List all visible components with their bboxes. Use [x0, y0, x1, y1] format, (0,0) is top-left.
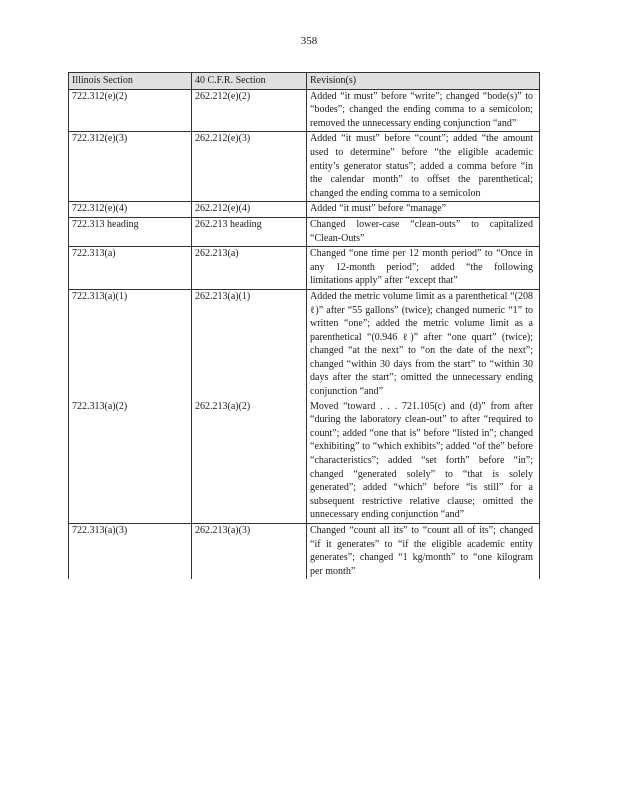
illinois-section-cell: 722.313(a)(1) — [69, 289, 192, 399]
revision-cell: Changed lower-case “clean-outs” to capitalized “Clean-Outs” — [307, 217, 540, 246]
table-row — [69, 524, 540, 580]
revision-cell: Added the metric volume limit as a parenthetical “(208 ℓ)” after “55 gallons” (twice); changed numeric “1” to written “one”; added the metric volume limit as a parenthetical “(0.946 ℓ)” after “one quart” (twice); changed “at the next” to “on the date of the next”; changed “within 30 days from the start” to “within 30 days after the start”; omitted the unnecessary ending conjunction “and” — [307, 289, 540, 399]
illinois-section-cell: 722.312(e)(3) — [69, 132, 192, 202]
table-row — [69, 217, 540, 246]
revision-cell: Moved “toward . . . 721.105(c) and (d)” from after “during the laboratory clean-out” to after “required to count”; added “one that is” before “listed in”; changed “exhibiting” to “which exhibits”; added “of the” before “characteristics”; added “set forth” before “in”; changed “generated solely” to “that is solely generated”; added “which” before “is still” for a subsequent restrictive relative clause; omitted the unnecessary ending conjunction “and” — [307, 400, 540, 524]
table-row — [69, 400, 540, 524]
revision-cell: Added “it must” before “manage” — [307, 202, 540, 218]
illinois-section-cell: 722.313(a) — [69, 247, 192, 290]
cfr-section-cell: 262.213 heading — [192, 217, 307, 246]
illinois-section-cell: 722.312(e)(4) — [69, 202, 192, 218]
header-revisions: Revision(s) — [307, 73, 540, 90]
cfr-section-cell: 262.213(a) — [192, 247, 307, 290]
table-row — [69, 247, 540, 290]
table-row — [69, 89, 540, 132]
revisions-table — [68, 72, 540, 579]
cfr-section-cell: 262.212(e)(4) — [192, 202, 307, 218]
revision-cell: Changed “count all its” to “count all of its”; changed “if it generates” to “if the eligible academic entity generates”; changed “1 kg/month” to “one kilogram per month” — [307, 524, 540, 580]
cfr-section-cell: 262.212(e)(3) — [192, 132, 307, 202]
table-row — [69, 202, 540, 218]
table-row — [69, 132, 540, 202]
table-header-row — [69, 73, 540, 90]
cfr-section-cell: 262.213(a)(3) — [192, 524, 307, 580]
cfr-section-cell: 262.213(a)(2) — [192, 400, 307, 524]
table-row — [69, 289, 540, 399]
revision-cell: Added “it must” before “count”; added “the amount used to determine” before “the eligible academic entity’s generator status”; added a comma before “in the calendar month” to offset the parenthetical; changed the ending comma to a semicolon — [307, 132, 540, 202]
cfr-section-cell: 262.213(a)(1) — [192, 289, 307, 399]
header-illinois-section: Illinois Section — [69, 73, 192, 90]
illinois-section-cell: 722.313(a)(3) — [69, 524, 192, 580]
revision-cell: Changed “one time per 12 month period” to “Once in any 12-month period”; added “the following limitations apply” after “except that” — [307, 247, 540, 290]
illinois-section-cell: 722.313 heading — [69, 217, 192, 246]
illinois-section-cell: 722.313(a)(2) — [69, 400, 192, 524]
illinois-section-cell: 722.312(e)(2) — [69, 89, 192, 132]
page-number: 358 — [300, 35, 318, 47]
cfr-section-cell: 262.212(e)(2) — [192, 89, 307, 132]
header-cfr-section: 40 C.F.R. Section — [192, 73, 307, 90]
revision-cell: Added “it must” before “write”; changed “bode(s)” to “bodes”; changed the ending comma to a semicolon; removed the unnecessary ending conjunction “and” — [307, 89, 540, 132]
